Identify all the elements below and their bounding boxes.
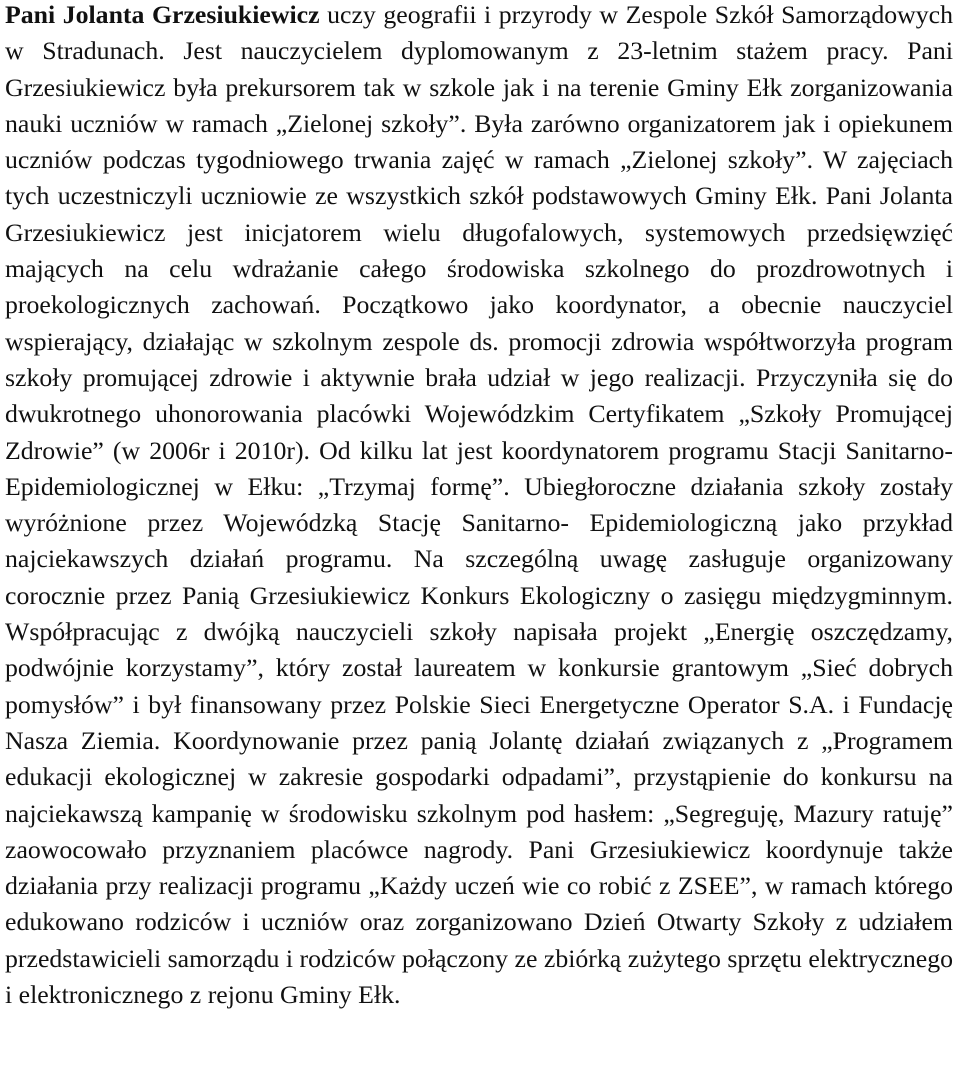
document-page [5,0,953,1013]
paragraph-text: uczy geografii i przyrody w Zespole Szkół Samorządowych w Stradunach. Jest nauczycielem dyplomowanym z 23-letnim stażem pracy. Pani Grzesiukiewicz była prekursorem tak w szkole jak i na terenie Gminy Ełk zorganizowania nauki uczniów w ramach „Zielonej szkoły”. Była zarówno organizatorem jak i opiekunem uczniów podczas tygodniowego trwania zajęć w ramach „Zielonej szkoły”. W zajęciach tych uczestniczyli uczniowie ze wszystkich szkół podstawowych Gminy Ełk. Pani Jolanta Grzesiukiewicz jest inicjatorem wielu długofalowych, systemowych przedsięwzięć mających na celu wdrażanie całego środowiska szkolnego do prozdrowotnych i proekologicznych zachowań. Początkowo jako koordynator, a obecnie nauczyciel wspierający, działając w szkolnym zespole ds. promocji zdrowia współtworzyła program szkoły promującej zdrowie i aktywnie brała udział w jego realizacji. Przyczyniła się do dwukrotnego uhonorowania placówki Wojewódzkim Certyfikatem „Szkoły Promującej Zdrowie” (w 2006r i 2010r). Od kilku lat jest koordynatorem programu Stacji Sanitarno-Epidemiologicznej w Ełku: „Trzymaj formę”. Ubiegłoroczne działania szkoły zostały wyróżnione przez Wojewódzką Stację Sanitarno- Epidemiologiczną jako przykład najciekawszych działań programu. Na szczególną uwagę zasługuje organizowany corocznie przez Panią Grzesiukiewicz Konkurs Ekologiczny o zasięgu międzygminnym. Współpracując z dwójką nauczycieli szkoły napisała projekt „Energię oszczędzamy, podwójnie korzystamy”, który został laureatem w konkursie grantowym „Sieć dobrych pomysłów” i był finansowany przez Polskie Sieci Energetyczne Operator S.A. i Fundację Nasza Ziemia. Koordynowanie przez panią Jolantę działań związanych z „Programem edukacji ekologicznej w zakresie gospodarki odpadami”, przystąpienie do konkursu na najciekawszą kampanię w środowisku szkolnym pod hasłem: „Segreguję, Mazury ratuję” zaowocowało przyznaniem placówce nagrody. Pani Grzesiukiewicz koordynuje także działania przy realizacji programu „Każdy uczeń wie co robić z ZSEE”, w ramach którego edukowano rodziców i uczniów oraz zorganizowano Dzień Otwarty Szkoły z udziałem przedstawicieli samorządu i rodziców połączony ze zbiórką zużytego sprzętu elektrycznego i elektronicznego z rejonu Gminy Ełk. [5,0,953,1010]
teacher-name: Pani Jolanta Grzesiukiewicz [5,0,320,29]
body-paragraph [5,0,953,1013]
